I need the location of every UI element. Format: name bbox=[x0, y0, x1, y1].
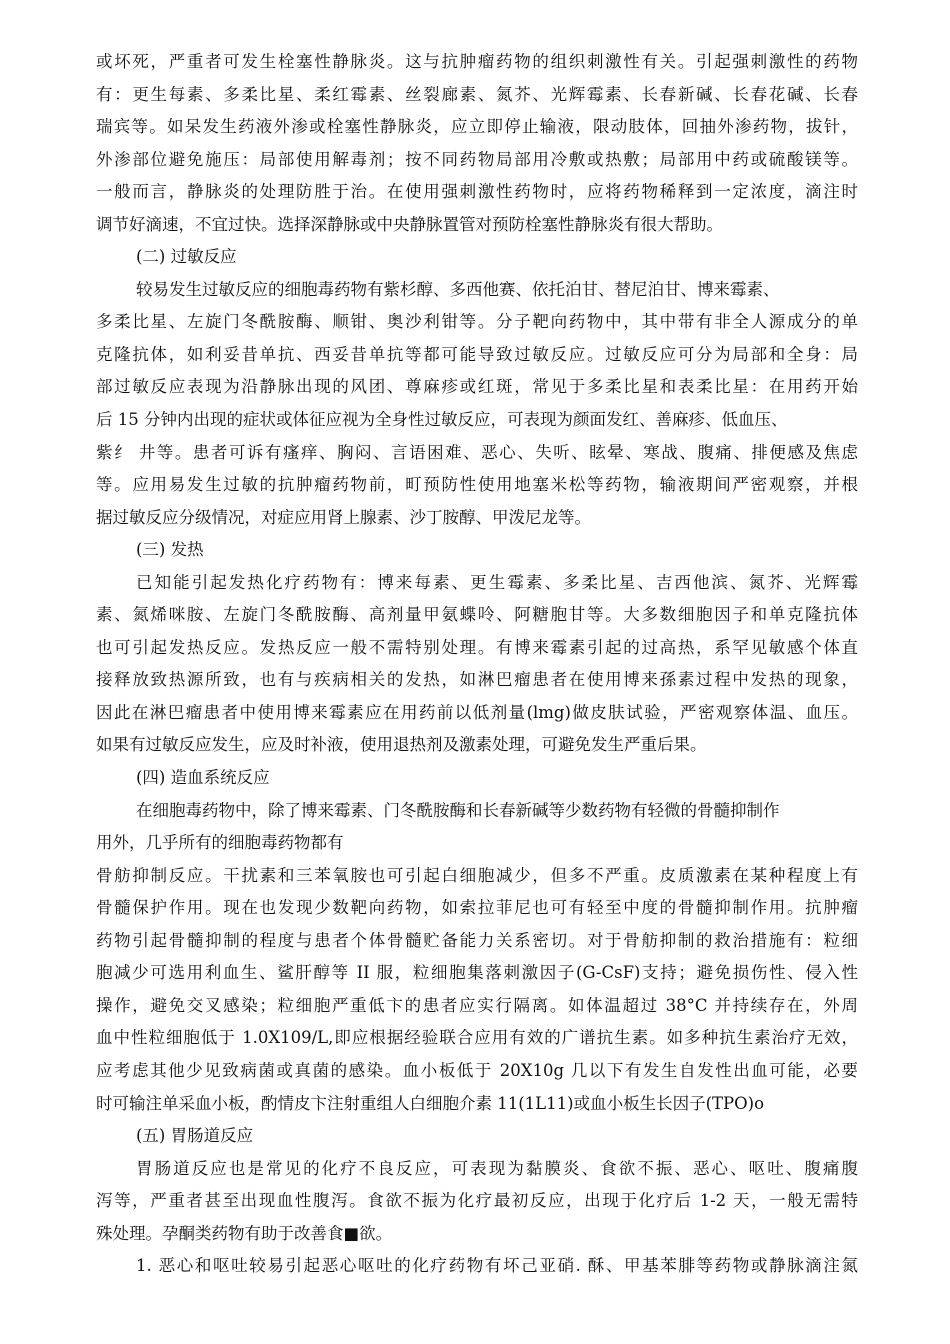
section-heading: (三) 发热 bbox=[136, 540, 204, 560]
body-text-line: 多柔比星、左旋门冬酰胺酶、顺钳、奥沙利钳等。分子靶向药物中，其中带有非全人源成分的单 bbox=[96, 312, 858, 332]
body-text-line: 药物引起骨髓抑制的程度与患者个体骨髓贮备能力关系密切。对于骨舫抑制的救治措施有：粒细 bbox=[96, 930, 858, 950]
body-text-line: 操作，避免交叉感染；粒细胞严重低卞的患者应实行隔离。如体温超过 38°C 并持续存在，外周 bbox=[96, 995, 858, 1015]
section-heading: (二) 过敏反应 bbox=[136, 247, 237, 267]
body-text-line: 已知能引起发热化疗药物有：博来每素、更生霉素、多柔比星、吉西他滨、氮芥、光辉霉 bbox=[136, 572, 858, 592]
body-text-line: 骨髓保护作用。现在也发现少数靶向药物，如索拉菲尼也可有轻至中度的骨髓抑制作用。抗肿瘤 bbox=[96, 898, 858, 918]
body-text-line: 应考虑其他少见致病菌或真菌的感染。血小板低于 20X10g 几以下有发生自发性出血可能，必要 bbox=[96, 1060, 858, 1080]
body-text-line: 时可输注单采血小板，酌情皮卞注射重组人白细胞介素 11(1L11)或血小板生长因子(TPO)o bbox=[96, 1093, 765, 1113]
body-text-line: 如果有过敏反应发生，应及时补液，使用退热剂及激素处理，可避免发生严重后果。 bbox=[96, 735, 707, 755]
body-text-line: 1. 恶心和呕吐较易引起恶心呕吐的化疗药物有坏己亚硝. 酥、甲基苯腓等药物或静脉滴注氮 bbox=[136, 1256, 858, 1276]
body-text-line: 胃肠道反应也是常见的化疗不良反应，可表现为黏膜炎、食欲不振、恶心、呕吐、腹痛腹 bbox=[136, 1158, 858, 1178]
body-text-line: 素、氮烯咪胺、左旋门冬酰胺酶、高剂量甲氨蝶呤、阿糖胞甘等。大多数细胞因子和单克隆抗体 bbox=[96, 605, 858, 625]
body-text-line: 部过敏反应表现为沿静脉出现的风团、尊麻疹或红斑，常见于多柔比星和表柔比星：在用药开始 bbox=[96, 377, 858, 397]
body-text-line: 调节好滴速，不宜过快。选择深静脉或中央静脉置管对预防栓塞性静脉炎有很大帮助。 bbox=[96, 214, 723, 234]
body-text-line: 或坏死，严重者可发生栓塞性静脉炎。这与抗肿瘤药物的组织刺激性有关。引起强刺激性的药物 bbox=[96, 52, 858, 71]
body-text-line: 胞减少可选用利血生、鲨肝醇等 II 服，粒细胞集落刺激因子(G-CsF)支持；避免损伤性、侵入性 bbox=[96, 963, 858, 983]
body-text-line: 有：更生每素、多柔比星、柔红霉素、丝裂廊素、氮芥、光辉霉素、长春新碱、长春花碱、长春 bbox=[96, 84, 858, 104]
body-text-line: 紫纟 井等。患者可诉有瘙痒、胸闷、言语困难、恶心、失听、眩晕、寒战、腹痛、排便感及焦虑 bbox=[96, 442, 858, 462]
body-text-line: 在细胞毒药物中，除了博来霉素、门冬酰胺酶和长春新碱等少数药物有轻微的骨髓抑制作 bbox=[136, 800, 780, 820]
body-text-line: 据过敏反应分级情况，对症应用肾上腺素、沙丁胺醇、甲泼尼龙等。 bbox=[96, 507, 591, 527]
body-text-line: 瑞宾等。如呆发生药液外渗或栓塞性静脉炎，应立即停止输液，限动肢体，回抽外渗药物，拔针， bbox=[96, 117, 858, 137]
body-text-line: 血中性粒细胞低于 1.0X109/L,即应根据经验联合应用有效的广谱抗生素。如多种抗生素治疗无效， bbox=[96, 1028, 858, 1048]
body-text-line: 也可引起发热反应。发热反应一般不需特别处理。有博来霉素引起的过高热，系罕见敏感个体直 bbox=[96, 637, 858, 657]
body-text-line: 骨舫抑制反应。干扰素和三苯氧胺也可引起白细胞减少，但多不严重。皮质激素在某种程度上有 bbox=[96, 865, 858, 885]
body-text-line: 接释放致热源所致，也有与疾病相关的发热，如淋巴瘤患者在使用博来孫素过程中发热的现象， bbox=[96, 670, 858, 690]
body-text-line: 因此在淋巴瘤患者中使用博来霉素应在用药前以低剂量(lmg)做皮肤试验，严密观察体温、血压。 bbox=[96, 702, 858, 722]
body-text-line: 等。应用易发生过敏的抗肿瘤药物前，町预防性使用地塞米松等药物，输液期间严密观察，并根 bbox=[96, 475, 858, 495]
section-heading: (五) 胃肠道反应 bbox=[136, 1126, 254, 1146]
body-text-line: 用外，几乎所有的细胞毒药物都有 bbox=[96, 833, 344, 853]
body-text-line: 克隆抗体，如利妥昔单抗、西妥昔单抗等都可能导致过敏反应。过敏反应可分为局部和全身：局 bbox=[96, 344, 858, 364]
body-text-line: 外渗部位避免施压：局部使用解毒剂；按不同药物局部用冷敷或热敷；局部用中药或硫酸镁等。 bbox=[96, 149, 858, 169]
body-text-line: 后 15 分钟内出现的症状或体征应视为全身性过敏反应，可表现为颜面发红、善麻疹、低血压、 bbox=[96, 410, 788, 430]
body-text-line: 泻等，严重者甚至出现血性腹泻。食欲不振为化疗最初反应，出现于化疗后 1-2 天，一般无需特 bbox=[96, 1191, 858, 1211]
body-text-line: 一般而言，静脉炎的处理防胜于治。在使用强刺激性药物时，应将药物稀释到一定浓度，滴注时 bbox=[96, 182, 858, 202]
section-heading: (四) 造血系统反应 bbox=[136, 768, 270, 788]
body-text-line: 殊处理。孕酮类药物有助于改善食■欲。 bbox=[96, 1223, 393, 1243]
body-text-line: 较易发生过敏反应的细胞毒药物有紫杉醇、多西他赛、依托泊甘、替尼泊甘、博来霉素、 bbox=[136, 279, 780, 299]
